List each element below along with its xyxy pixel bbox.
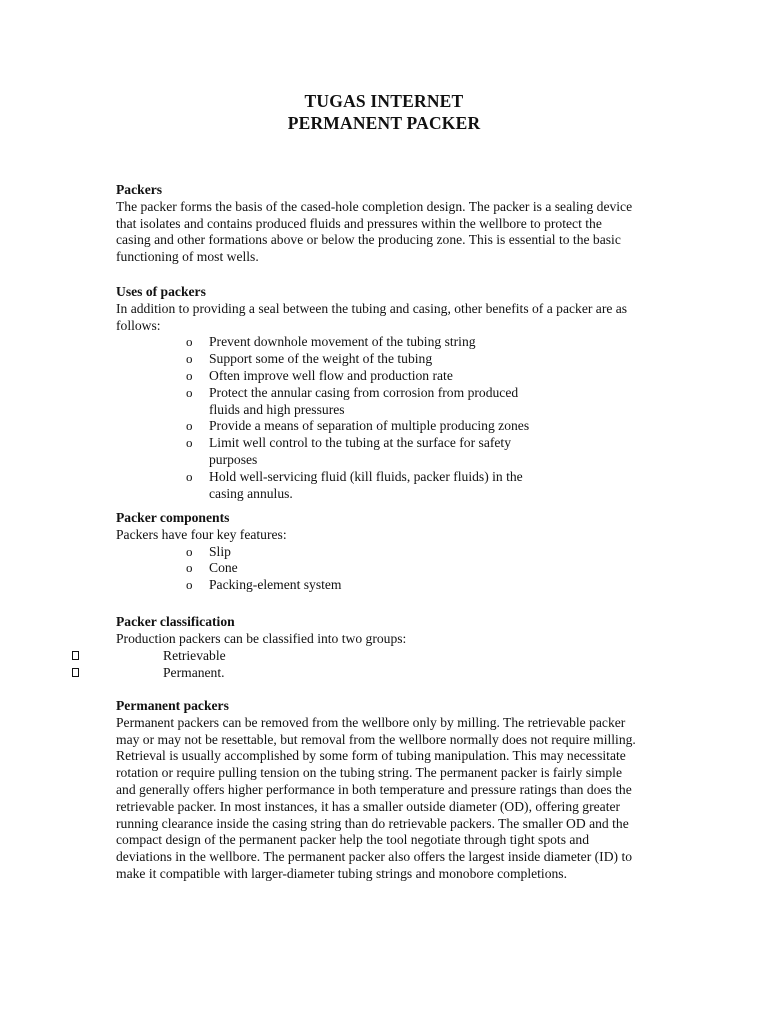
- bullet-marker: o: [186, 334, 193, 350]
- bullet-marker: o: [186, 367, 193, 383]
- list-item: o Often improve well flow and production rate: [186, 367, 453, 383]
- paragraph-packers: The packer forms the basis of the cased-hole completion design. The packer is a sealing device that isolates and contains produced fluids and pressures within the wellbore to protect the casing and other formations above or below the producing zone. This is essential to the basic functioning of most wells.: [116, 198, 633, 265]
- section-permanent-packers: [116, 698, 636, 883]
- uses-bullet-list: [116, 334, 636, 502]
- document-title-line1: TUGAS INTERNET: [304, 91, 464, 111]
- list-item: o Support some of the weight of the tubing: [186, 351, 433, 367]
- bullet-marker: o: [186, 468, 193, 484]
- document-title-line2: PERMANENT PACKER: [287, 113, 481, 133]
- list-item: o Protect the annular casing from corrosion from produced fluids and high pressures: [186, 384, 519, 417]
- bullet-marker: o: [186, 351, 193, 367]
- paragraph-uses-intro: In addition to providing a seal between the tubing and casing, other benefits of a packer are as follows:: [116, 300, 628, 333]
- section-heading-permanent: Permanent packers: [116, 698, 229, 713]
- checkbox-glyph-icon: [72, 668, 79, 677]
- list-item: Permanent.: [0, 665, 700, 682]
- bullet-marker: o: [186, 560, 193, 576]
- list-item: o Provide a means of separation of multiple producing zones: [186, 418, 530, 434]
- paragraph-components-intro: Packers have four key features:: [116, 526, 287, 542]
- bullet-marker: o: [186, 577, 193, 593]
- section-heading-components: Packer components: [116, 510, 230, 525]
- list-item: o Slip: [186, 543, 231, 559]
- bullet-marker: o: [186, 418, 193, 434]
- list-item: o Limit well control to the tubing at the surface for safety purposes: [186, 435, 511, 467]
- list-item: o Packing-element system: [186, 577, 342, 593]
- section-uses-of-packers: [116, 284, 636, 502]
- section-packer-components: [116, 510, 636, 594]
- section-heading-classification: Packer classification: [116, 614, 235, 629]
- section-heading-uses: Uses of packers: [116, 284, 206, 299]
- section-heading-packers: Packers: [116, 182, 163, 197]
- bullet-marker: o: [186, 435, 193, 451]
- checkbox-glyph-icon: [72, 651, 79, 660]
- list-item: o Hold well-servicing fluid (kill fluids, packer fluids) in the casing annulus.: [186, 468, 523, 501]
- bullet-marker: o: [186, 543, 193, 559]
- list-item: o Cone: [186, 560, 238, 576]
- classification-list: [0, 648, 700, 682]
- list-item: o Prevent downhole movement of the tubing string: [186, 334, 476, 350]
- components-bullet-list: [116, 544, 636, 594]
- paragraph-permanent: Permanent packers can be removed from the wellbore only by milling. The retrievable packer may or may not be resettable, but removal from the wellbore normally does not require milling. Retrieval is usually accomplished by some form of tubing manipulation. This may necessitate rotation or require pulling tension on the tubing string. The permanent packer is fairly simple and generally offers higher performance in both temperature and pressure ratings than does the retrievable packer. In most instances, it has a smaller outside diameter (OD), offering greater running clearance inside the casing string than do retrievable packers. The smaller OD and the compact design of the permanent packer help the tool negotiate through tight spots and deviations in the wellbore. The permanent packer also offers the largest inside diameter (ID) to make it compatible with larger-diameter tubing strings and monobore completions.: [116, 714, 636, 881]
- bullet-marker: o: [186, 384, 193, 400]
- paragraph-classification-intro: Production packers can be classified into two groups:: [116, 630, 407, 646]
- section-packers: [116, 182, 636, 266]
- list-item: Retrievable: [0, 648, 700, 665]
- section-packer-classification: [116, 614, 636, 648]
